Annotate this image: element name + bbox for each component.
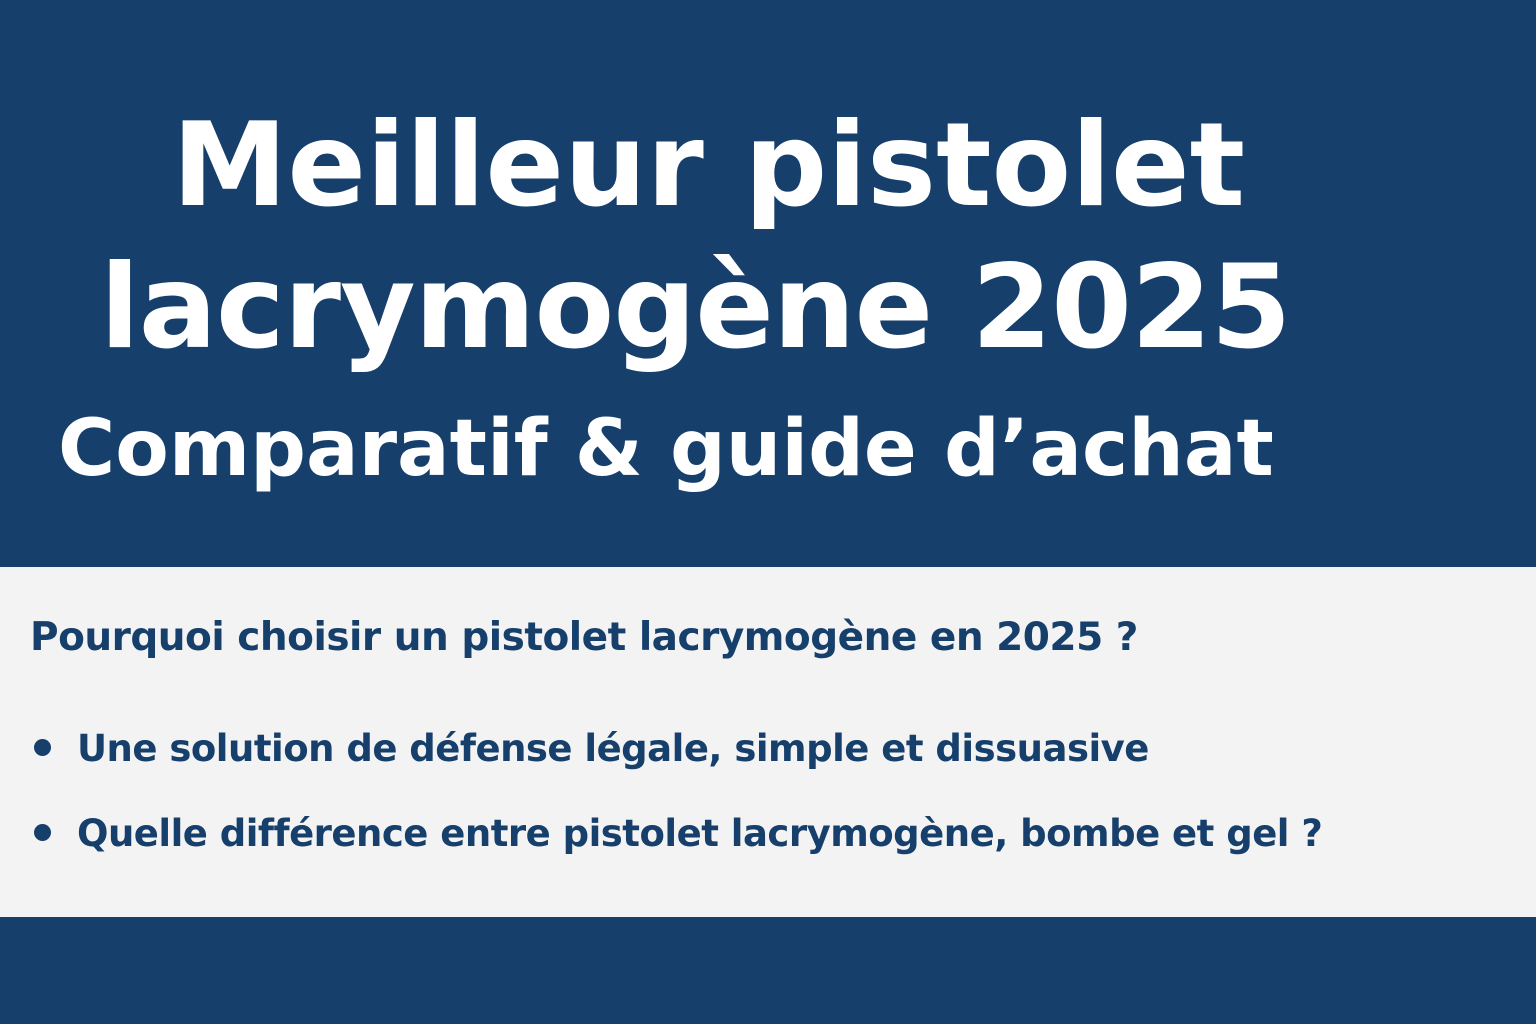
footer-band xyxy=(0,917,1536,1024)
section-question: Pourquoi choisir un pistolet lacrymogène en 2025 ? xyxy=(30,615,1138,660)
bullet-item xyxy=(34,812,1323,855)
bullet-text: Une solution de défense légale, simple et dissuasive xyxy=(77,727,1149,770)
page-title-line-2: lacrymogène 2025 xyxy=(100,240,1291,375)
bullet-item xyxy=(34,727,1149,770)
page-subtitle: Comparatif & guide d’achat xyxy=(58,404,1274,494)
bullet-dot-icon xyxy=(34,824,51,841)
bullet-dot-icon xyxy=(34,739,51,756)
page-title-line-1: Meilleur pistolet xyxy=(172,98,1246,233)
bullet-text: Quelle différence entre pistolet lacrymogène, bombe et gel ? xyxy=(77,812,1323,855)
